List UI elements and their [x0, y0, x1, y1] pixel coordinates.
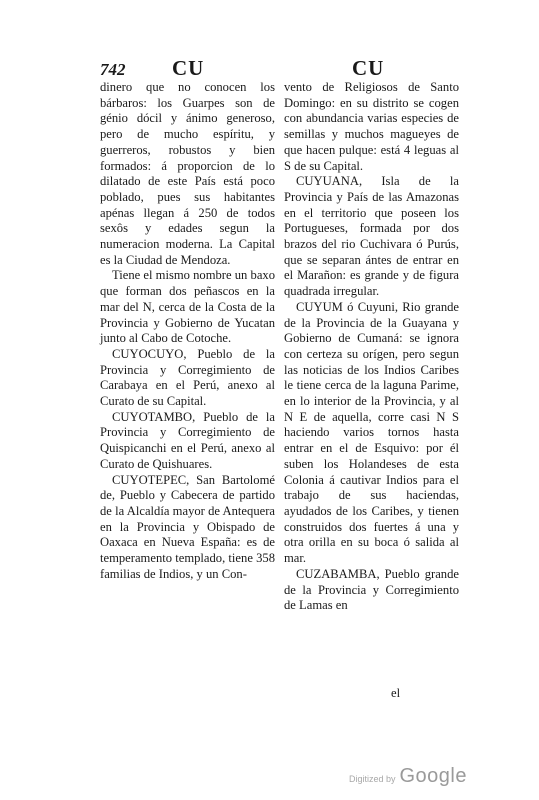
watermark-prefix: Digitized by [348, 774, 396, 784]
left-column [100, 80, 275, 583]
column-tail: el [391, 686, 401, 700]
entry-paragraph: Tiene el mismo nombre un baxo que forman dos peñascos en la mar del N, cerca de la Costa de la Provincia y Gobierno de Yucatan junto al Cabo de Cotoche. [100, 268, 275, 346]
entry-paragraph: dinero que no conocen los bárbaros: los Guarpes son de génio dócil y ánimo generoso, pero de mucho espíritu, y guerreros, robustos y bien formados: á proporcion de lo dilatado de este País está poco poblado, pues sus habitantes apénas llegan á 250 de todos sexôs y edades segun la numeracion moderna. La Capital es la Ciudad de Mendoza. [100, 80, 275, 267]
right-column [284, 80, 459, 614]
entry-cuzabamba: CUZABAMBA, Pueblo grande de la Provincia y Corregimiento de Lamas en [284, 566, 459, 613]
running-head-right: CU [352, 56, 385, 80]
entry-cuyotepec: CUYOTEPEC, San Bartolomé de, Pueblo y Cabecera de partido de la Alcaldía mayor de Antequera en la Provincia y Obispado de Oaxaca en Nueva España: es de temperamento templado, tiene 358 familias de Indios, y un Con- [100, 472, 275, 581]
google-logo: Google [399, 765, 467, 787]
page-number: 742 [100, 60, 126, 79]
entry-cuyuana: CUYUANA, Isla de la Provincia y País de las Amazonas en el territorio que poseen los Portugueses, formada por dos brazos del rio Cuchivara ó Purús, que se separan ántes de entrar en el Marañon: es grande y de figura quadrada irregular. [284, 174, 459, 299]
entry-cuyotambo: CUYOTAMBO, Pueblo de la Provincia y Corregimiento de Quispicanchi en el Perú, anexo al Curato de Quishuares. [100, 409, 275, 471]
google-watermark [349, 765, 467, 788]
entry-cuyum: CUYUM ó Cuyuni, Rio grande de la Provincia de la Guayana y Gobierno de Cumaná: se ignora con certeza su orígen, pero segun las noticias de los Indios Caribes le tiene cerca de la laguna Parime, en lo interior de la Provincia, y al N E de aquella, corre casi N S haciendo varios tornos hasta entrar en el de Esquivo: por él suben los Holandeses de esta Colonia á cautivar Indios para el trabajo de sus haciendas, ayudados de los Caribes, y tienen construidos dos fuertes á una y otra orilla en su boca ó salida al mar. [284, 299, 459, 566]
entry-cuyocuyo: CUYOCUYO, Pueblo de la Provincia y Corregimiento de Carabaya en el Perú, anexo al Curato de su Capital. [100, 346, 275, 409]
entry-paragraph: vento de Religiosos de Santo Domingo: en su distrito se cogen con abundancia varias especies de semillas y muchos magueyes de que hacen pulque: está 4 leguas al S de su Capital. [284, 80, 459, 173]
running-head-left: CU [172, 56, 205, 80]
